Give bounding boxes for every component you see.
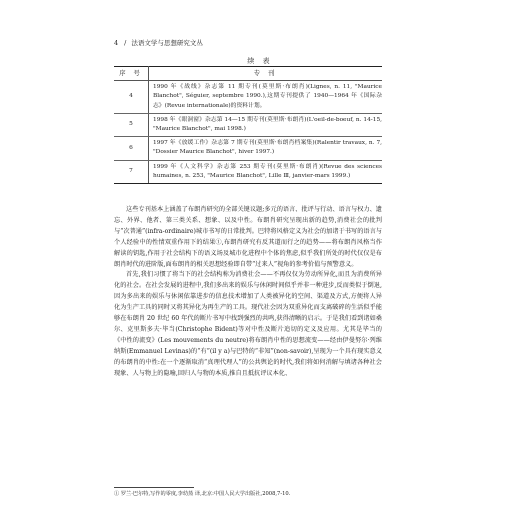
row-number: 5 bbox=[114, 113, 149, 136]
table-row bbox=[114, 160, 382, 183]
row-text: 1997 年《放缓工作》杂志第 7 期专刊(莫里斯·布朗肖档案集)(Ralentir travaux, n. 7, "Dossier Maurice Blanchot", hiver 1997.) bbox=[149, 137, 383, 160]
series-title: 法语文学与思想研究文丛 bbox=[131, 39, 203, 47]
row-number: 7 bbox=[114, 160, 149, 183]
header-special-issue: 专 刊 bbox=[149, 67, 383, 81]
footnote-divider bbox=[114, 487, 194, 488]
footnote-marker: ① bbox=[114, 491, 120, 497]
table-row bbox=[114, 137, 382, 160]
body-text bbox=[114, 205, 382, 380]
row-text: 1999 年《人文科学》杂志第 253 期专刊(莫里斯·布朗肖)(Revue des sciences humaines, n. 253, "Maurice Blanchot", Lille Ⅲ, janvier-mars 1999.) bbox=[149, 160, 383, 183]
table-continued-label: 续 表 bbox=[247, 57, 273, 65]
footnote bbox=[114, 491, 382, 498]
table-row bbox=[114, 113, 382, 136]
paragraph: 首先,我们习惯了将当下的社会结构称为消费社会——不再仅仅为劳动所异化,而且为消费所异化的社会。在社会发展的进程中,我们多出来的娱乐与休闲时间似乎并非一种进步,反而类似于倒退,因为多出来的娱乐与休闲依靠进步的信息技术增加了人类被异化的空间、渠道及方式,方便将人异化为生产工具的同时又将其异化为再生产的工具。现代社会因为双重异化而支离破碎的生活似乎能够在布朗肖 20 世纪 60 年代的断片书写中找到强烈的共鸣,获得清晰的启示。于是我们看到诸如桑尔、克里斯多夫·毕当(Christophe Bident)等对中性及断片追切的定义及应用。尤其是毕当的《中性的流变》(Les mouvements du neutre)将布朗肖中性的思想流变——经由伊曼努尔·列维纳斯(Emmanuel Levinas)的“有”(il y a)与巴特的“非知”(non-savoir),呈现为一个具有现实意义的布朗肖的中性:在一个逐渐取消“真理代理人”的公共舆论的时代,我们将如何消解与填诸各种社会现象、人与物上的隐喻,回归人与物的本质,推自且抵抗评议本化、 bbox=[114, 271, 382, 377]
header-number: 序 号 bbox=[114, 67, 149, 81]
running-head bbox=[114, 38, 203, 47]
footnote-text: 罗兰·巴尔特,写作的零度,李幼蒸 译,北京:中国人民大学出版社,2008,7-10. bbox=[120, 491, 291, 497]
page-number: 4 bbox=[114, 39, 119, 47]
running-head-separator: / bbox=[124, 39, 127, 47]
special-issues-table bbox=[114, 66, 382, 184]
paragraph: 这些专刊基本上涵盖了布朗肖研究的全部关键议题;多元的语言、批评与行动、语言与权力、遗忘、外界、他者、第三类关系、想象、以及中性。布朗肖研究呈现出新的趋势,消费社会的批判与“次普通”(infra-ordinaire)城市书写的日常批判。巴特将风格定义为社会的加诸于书写的语言与个人经验中的性情双重作用下的结果①,布朗肖研究有反其道而行之的趋势——将布朗肖风格当作解读的钥匙,作用于社会结构下的语义场及城市化进程中个体的焦虑,似乎我们所处的时代仅仅是布朗肖时代的进阶版,面布朗肖的相关思想经验即自带“过来人”视角的参考价值与预警意义。 bbox=[114, 206, 382, 268]
table-header-row bbox=[114, 67, 382, 81]
row-text: 1990 年《战线》杂志第 11 期专刊(莫里斯·布朗肖)(Lignes, n. 11, "Maurice Blanchot", Séguier, septembre 1990.),这期专刊提供了 1940—1964 年《国际杂志》(Revue internationale)的资料计划。 bbox=[149, 81, 383, 114]
table-row bbox=[114, 81, 382, 114]
row-text: 1998 年《眼洞窗》杂志第 14—15 期专刊(莫里斯·布朗肖)(L'oeil-de-boeuf, n. 14-15, "Maurice Blanchot", mai 1998.) bbox=[149, 113, 383, 136]
row-number: 6 bbox=[114, 137, 149, 160]
row-number: 4 bbox=[114, 81, 149, 114]
